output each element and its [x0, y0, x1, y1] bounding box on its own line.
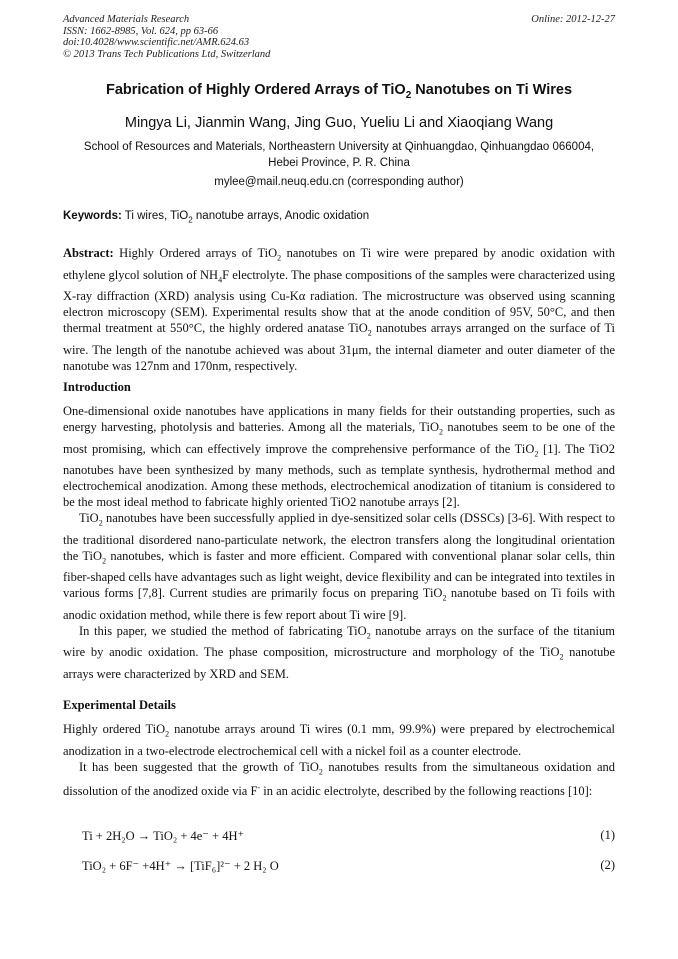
- introduction-heading: Introduction: [63, 380, 131, 394]
- intro-subscript: 2: [102, 556, 107, 565]
- intro-subscript: 2: [534, 449, 539, 458]
- intro-text: TiO: [79, 511, 99, 525]
- author-list: Mingya Li, Jianmin Wang, Jing Guo, Yueliu Li and Xiaoqiang Wang: [124, 115, 554, 131]
- exp-subscript: 2: [318, 767, 323, 776]
- abstract-subscript: 2: [367, 328, 372, 338]
- journal-header: [63, 14, 615, 60]
- copyright-line: © 2013 Trans Tech Publications Ltd, Switzerland: [63, 48, 271, 60]
- equation-2: [82, 858, 615, 874]
- equation-1-text: Ti + 2H₂O → TiO₂ + 4e⁻ + 4H⁺: [82, 829, 245, 843]
- keywords: [63, 210, 615, 224]
- abstract-text: nanotubes on Ti wire were prepared by anodic oxidation with ethylene glycol solution of NH: [63, 246, 615, 282]
- intro-text: nanotubes seem to be one of the most promising, which can effectively improve the comprehensive performance of the TiO: [63, 420, 615, 456]
- online-date: Online: 2012-12-27: [531, 14, 615, 25]
- abstract-text: F electrolyte. The phase compositions of the samples were characterized using X-ray diffraction (XRD) analysis using Cu-Kα radiation. The microstructure was observed using scanning electron microscopy (SEM). Experimental results show that at the anode condition of 95V, 50°C, and then thermal treatment at 550°C, the highly ordered anatase TiO: [63, 267, 615, 335]
- intro-subscript: 2: [98, 518, 103, 528]
- intro-text: nanotube based on Ti foils with anodic oxidation method, while there is few report about Ti wire [9].: [63, 586, 615, 622]
- exp-paragraph-1: [63, 721, 615, 759]
- affiliation: School of Resources and Materials, Northeastern University at Qinhuangdao, Qinhuangdao 066004, Hebei Province, P. R. China: [83, 141, 595, 169]
- title-text-b: Nanotubes on Ti Wires: [411, 82, 573, 98]
- introduction-body: [63, 403, 615, 682]
- exp-subscript: 2: [165, 729, 170, 739]
- exp-text: nanotube arrays around Ti wires (0.1 mm, 99.9%) were prepared by electrochemical anodization in a two-electrode electrochemical cell with a nickel foil as a counter electrode.: [63, 722, 615, 758]
- intro-subscript: 2: [366, 631, 371, 640]
- exp-text: nanotubes results from the simultaneous oxidation and dissolution of the anodized oxide via F: [63, 759, 615, 799]
- exp-superscript: -: [257, 783, 261, 792]
- equation-2-number: (2): [600, 858, 615, 872]
- paper-title: [40, 82, 638, 101]
- abstract-text: nanotubes arrays arranged on the surface of Ti wire. The length of the nanotube achieved was about 31μm, the internal diameter and outer diameter of the nanotube was 127nm and 170nm, respectively.: [63, 321, 615, 373]
- experimental-body: [63, 721, 615, 799]
- exp-paragraph-2: [63, 759, 615, 800]
- intro-subscript: 2: [442, 593, 447, 603]
- abstract-subscript: 4: [218, 275, 223, 284]
- intro-text: One-dimensional oxide nanotubes have applications in many fields for their outstanding properties, such as energy harvesting, photolysis and batteries. Among all the materials, TiO: [63, 404, 615, 434]
- journal-name: Advanced Materials Research: [63, 14, 190, 25]
- exp-text: It has been suggested that the growth of TiO: [79, 759, 319, 774]
- intro-text: nanotubes, which is faster and more efficient. Compared with conventional planar solar cells, thin fiber-shaped cells have advantages such as light weight, device flexibility and can be integrated into textiles in various forms [7,8]. Current studies are primarily focus on preparing TiO: [63, 548, 615, 600]
- intro-text: nanotube arrays were characterized by XRD and SEM.: [63, 645, 615, 681]
- corresponding-email: mylee@mail.neuq.edu.cn (corresponding author): [214, 176, 464, 188]
- title-subscript: 2: [405, 89, 412, 101]
- intro-text: nanotube arrays on the surface of the titanium wire by anodic oxidation. The phase composition, microstructure and morphology of the TiO: [63, 623, 616, 659]
- exp-text: Highly ordered TiO: [63, 722, 166, 736]
- intro-text: [1]. The TiO2 nanotubes have been synthesized by many methods, such as template synthesis, hydrothermal method and electrochemical anodization. Among these methods, electrochemical anodization of titanium is considered to be the most ideal method to fabricate highly oriented TiO2 nanotube arrays [2].: [63, 441, 615, 509]
- abstract: [63, 245, 615, 374]
- keywords-subscript: 2: [188, 215, 193, 225]
- intro-paragraph-3: [63, 623, 615, 682]
- intro-subscript: 2: [438, 427, 443, 437]
- title-text-a: Fabrication of Highly Ordered Arrays of TiO: [105, 82, 406, 98]
- equation-1-number: (1): [600, 828, 615, 842]
- keywords-label: Keywords:: [63, 210, 122, 222]
- issn-line: ISSN: 1662-8985, Vol. 624, pp 63-66: [63, 25, 219, 37]
- intro-paragraph-2: [63, 510, 615, 623]
- keywords-text-b: nanotube arrays, Anodic oxidation: [192, 210, 370, 222]
- intro-text: nanotubes have been successfully applied in dye-sensitized solar cells (DSSCs) [3-6]. With respect to the traditional disordered nano-particulate network, the electron transfers along the longitudinal orientation the TiO: [63, 511, 615, 563]
- abstract-subscript: 2: [277, 253, 282, 263]
- keywords-text-a: Ti wires, TiO: [121, 210, 189, 222]
- experimental-heading: Experimental Details: [63, 698, 176, 712]
- equation-1: [82, 828, 615, 844]
- doi-line: doi:10.4028/www.scientific.net/AMR.624.63: [63, 37, 250, 48]
- intro-subscript: 2: [559, 652, 564, 662]
- intro-paragraph-1: [63, 403, 615, 510]
- abstract-text: Highly Ordered arrays of TiO: [113, 246, 278, 260]
- intro-text: In this paper, we studied the method of fabricating TiO: [79, 623, 367, 638]
- abstract-label: Abstract:: [63, 246, 114, 260]
- exp-text: in an acidic electrolyte, described by the following reactions [10]:: [260, 784, 593, 799]
- equation-2-text: TiO₂ + 6F⁻ +4H⁺ → [TiF₆]²⁻ + 2 H₂ O: [82, 859, 279, 873]
